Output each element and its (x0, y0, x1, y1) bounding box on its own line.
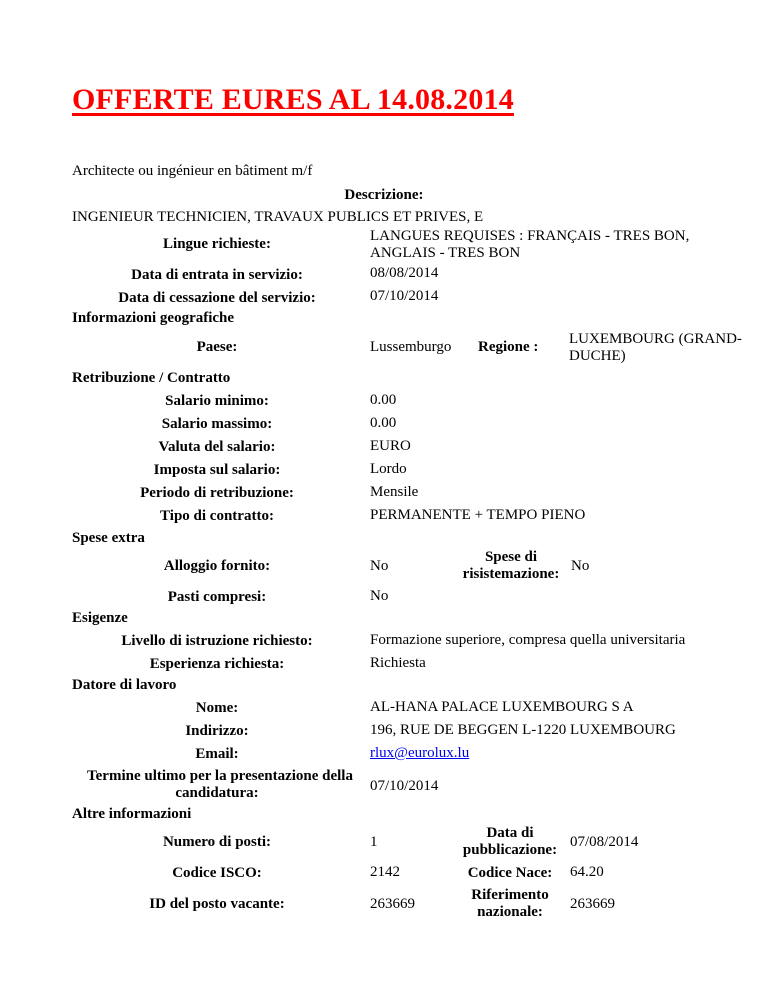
risistemazione-label-line2: risistemazione: (462, 566, 560, 582)
data-cessazione-label: Data di cessazione del servizio: (118, 290, 316, 306)
data-entrata-label: Data di entrata in servizio: (131, 267, 303, 283)
alloggio-value: No (370, 558, 389, 574)
nace-label: Codice Nace: (467, 865, 553, 881)
paese-label: Paese: (196, 339, 238, 355)
salario-massimo-label: Salario massimo: (161, 416, 273, 432)
contratto-value: PERMANENTE + TEMPO PIENO (370, 507, 586, 523)
section-esigenze: Esigenze (72, 610, 128, 626)
isco-label: Codice ISCO: (172, 865, 262, 881)
salario-massimo-value: 0.00 (370, 415, 397, 431)
paese-value: Lussemburgo (370, 339, 452, 355)
section-datore: Datore di lavoro (72, 677, 177, 693)
salario-minimo-value: 0.00 (370, 392, 397, 408)
imposta-value: Lordo (370, 461, 407, 477)
section-retribuzione: Retribuzione / Contratto (72, 370, 231, 386)
termine-label-line1: Termine ultimo per la presentazione della (87, 768, 353, 784)
alloggio-label: Alloggio fornito: (163, 558, 271, 574)
nome-value: AL-HANA PALACE LUXEMBOURG S A (370, 699, 634, 715)
periodo-value: Mensile (370, 484, 419, 500)
riferimento-label-line1: Riferimento (471, 887, 549, 903)
lingue-value-line2: ANGLAIS - TRES BON (370, 245, 521, 261)
riferimento-label-line2: nazionale: (477, 904, 543, 920)
data-entrata-value: 08/08/2014 (370, 265, 439, 281)
nace-value: 64.20 (570, 864, 604, 880)
indirizzo-label: Indirizzo: (185, 723, 249, 739)
posti-value: 1 (370, 834, 378, 850)
section-geo: Informazioni geografiche (72, 310, 235, 326)
risistemazione-value: No (571, 558, 590, 574)
indirizzo-value: 196, RUE DE BEGGEN L-1220 LUXEMBOURG (370, 722, 676, 738)
valuta-value: EURO (370, 438, 411, 454)
descrizione-label: Descrizione: (344, 187, 424, 203)
email-label: Email: (195, 746, 239, 762)
regione-value-line2: DUCHE) (569, 348, 626, 364)
contratto-label: Tipo di contratto: (160, 508, 274, 524)
regione-value-line1: LUXEMBOURG (GRAND- (569, 331, 742, 347)
imposta-label: Imposta sul salario: (153, 462, 281, 478)
istruzione-label: Livello di istruzione richiesto: (121, 633, 313, 649)
termine-label-line2: candidatura: (175, 785, 259, 801)
istruzione-value: Formazione superiore, compresa quella universitaria (370, 632, 686, 648)
pasti-value: No (370, 588, 389, 604)
nome-label: Nome: (195, 700, 239, 716)
valuta-label: Valuta del salario: (158, 439, 276, 455)
pubblicazione-label-line1: Data di (486, 825, 534, 841)
posti-label: Numero di posti: (162, 834, 272, 850)
risistemazione-label-line1: Spese di (484, 549, 538, 565)
page-title: OFFERTE EURES AL 14.08.2014 (72, 83, 514, 116)
riferimento-value: 263669 (570, 896, 615, 912)
pubblicazione-label-line2: pubblicazione: (462, 842, 558, 858)
salario-minimo-label: Salario minimo: (165, 393, 269, 409)
termine-value: 07/10/2014 (370, 778, 439, 794)
lingue-label: Lingue richieste: (163, 236, 271, 252)
id-posto-label: ID del posto vacante: (149, 896, 285, 912)
periodo-label: Periodo di retribuzione: (140, 485, 294, 501)
section-spese: Spese extra (72, 530, 145, 546)
pasti-label: Pasti compresi: (167, 589, 267, 605)
esperienza-label: Esperienza richiesta: (149, 656, 285, 672)
esperienza-value: Richiesta (370, 655, 426, 671)
isco-value: 2142 (370, 864, 400, 880)
descrizione-text: INGENIEUR TECHNICIEN, TRAVAUX PUBLICS ET PRIVES, E (72, 209, 484, 225)
section-altre: Altre informazioni (72, 806, 192, 822)
email-link[interactable]: rlux@eurolux.lu (370, 745, 470, 761)
pubblicazione-value: 07/08/2014 (570, 834, 639, 850)
lingue-value-line1: LANGUES REQUISES : FRANÇAIS - TRES BON, (370, 228, 690, 244)
job-title: Architecte ou ingénieur en bâtiment m/f (72, 163, 313, 179)
id-posto-value: 263669 (370, 896, 415, 912)
regione-label: Regione : (478, 339, 539, 355)
data-cessazione-value: 07/10/2014 (370, 288, 439, 304)
